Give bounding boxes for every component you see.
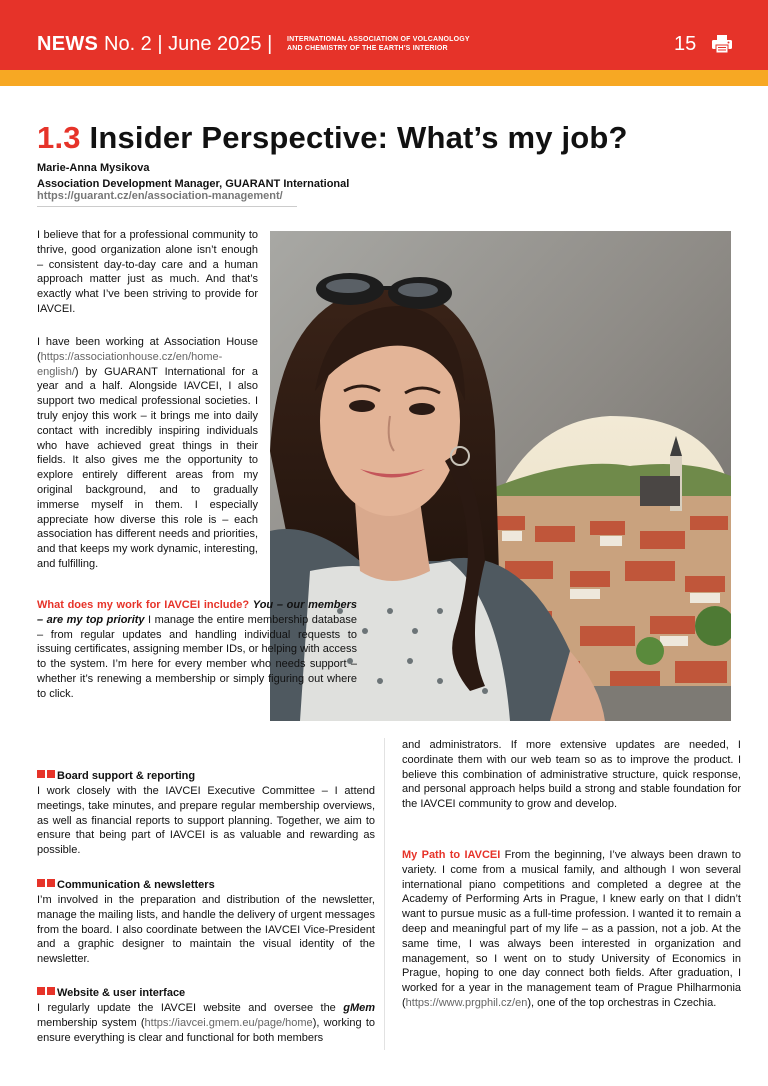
issue-info: No. 2 | June 2025 |	[104, 33, 273, 55]
author-block	[37, 160, 349, 192]
section-number: 1.3	[37, 120, 81, 155]
printer-icon[interactable]	[712, 35, 732, 53]
page-number: 15	[674, 33, 697, 55]
work-question-heading: What does my work for IAVCEI include?	[37, 599, 250, 611]
gmem-link[interactable]: https://iavcei.gmem.eu/page/home	[144, 1016, 313, 1029]
bullet-squares-icon	[37, 987, 56, 997]
section-heading-website: Website & user interface	[37, 987, 185, 999]
administrators-paragraph: and administrators. If more extensive updates are needed, I coordinate them with our web team so as to improve the product. I believe this combination of administrative structure, quick response, and personal approach helps build a strong and stable foundation for the IAVCEI community to grow and develop.	[402, 739, 741, 811]
website-text: I regularly update the IAVCEI website and oversee the gMem membership system (https://iavcei.gmem.eu/page/home), working to ensure everything is clear and functional for both members	[37, 1002, 375, 1044]
association-house-paragraph: I have been working at Association House (https://associationhouse.cz/en/home-english/) by GUARANT International for a year and a half. Alongside IAVCEI, I also support two medical professional societies. I truly enjoy this work – it brings me into daily contact with incredibly inspiring individuals who have achieved great things in their fields. It also gives me the opportunity to explore entirely different areas from my original background, and to gradually immerse myself in them. I especially appreciate how diverse this role is – each association has different needs and priorities, and that keeps my work dynamic, interesting, and fulfilling.	[37, 336, 258, 570]
association-house-link[interactable]: https://associationhouse.cz/en/home-english/	[37, 350, 223, 378]
header-accent-strip	[0, 70, 768, 86]
section-heading-communication: Communication & newsletters	[37, 879, 215, 891]
author-name: Marie-Anna Mysikova	[37, 162, 150, 174]
article-title: 1.3 Insider Perspective: What’s my job?	[37, 120, 628, 155]
newsletter-name: NEWS	[37, 33, 99, 55]
author-role: Association Development Manager, GUARANT International	[37, 178, 350, 190]
bullet-squares-icon	[37, 770, 56, 780]
section-heading-board-support: Board support & reporting	[37, 770, 195, 782]
path-heading: My Path to IAVCEI	[402, 849, 501, 861]
prgphil-link[interactable]: https://www.prgphil.cz/en	[405, 996, 528, 1009]
bullet-squares-icon	[37, 879, 56, 889]
path-to-iavcei-paragraph: My Path to IAVCEI From the beginning, I’ve always been drawn to variety. I come from a musical family, and although I won several international piano competitions and completed a degree at the Academy of Performing Arts in Prague, I knew early on that I didn’t want to pursue music as a full-time profession. I wanted it to remain a deep and meaningful part of my life – as a passion, not a job. At the same time, I was always been interested in organization and management, so I went on to study University of Economics in Prague, hoping to one day connect both fields. After graduation, I worked for a year in the management team of Prague Philharmonia (https://www.prgphil.cz/en), one of the top orchestras in Czechia.	[402, 849, 741, 1009]
communication-text: I’m involved in the preparation and distribution of the newsletter, manage the mailing lists, and handle the delivery of urgent messages from the board. I also coordinate between the IAVCEI Vice-President and a graphic designer to maintain the visual identity of the newsletter.	[37, 894, 375, 966]
organization-name: INTERNATIONAL ASSOCIATION OF VOLCANOLOGY AND CHEMISTRY OF THE EARTH'S INTERIOR	[287, 36, 470, 52]
work-for-iavcei-paragraph: What does my work for IAVCEI include? You – our members – are my top priority I manage the entire membership database – from regular updates and handling individual requests to issuing certificates, assigning member IDs, or helping with access to the system. I’m here for every member who needs support – whether it’s renewing a membership or simply figuring out where to click.	[37, 599, 357, 700]
intro-paragraph: I believe that for a professional community to thrive, good organization alone isn’t enough – consistent day-to-day care and a human approach matter just as much. And that’s exactly what I’ve been striving to provide for IAVCEI.	[37, 229, 258, 315]
author-link[interactable]: https://guarant.cz/en/association-management/	[37, 190, 297, 207]
column-divider	[384, 738, 385, 1050]
board-support-text: I work closely with the IAVCEI Executive Committee – I attend meetings, take minutes, and prepare regular membership overviews, as well as financial reports to support planning. Together, we aim to ensure that being part of IAVCEI is as valuable and rewarding as possible.	[37, 785, 375, 857]
